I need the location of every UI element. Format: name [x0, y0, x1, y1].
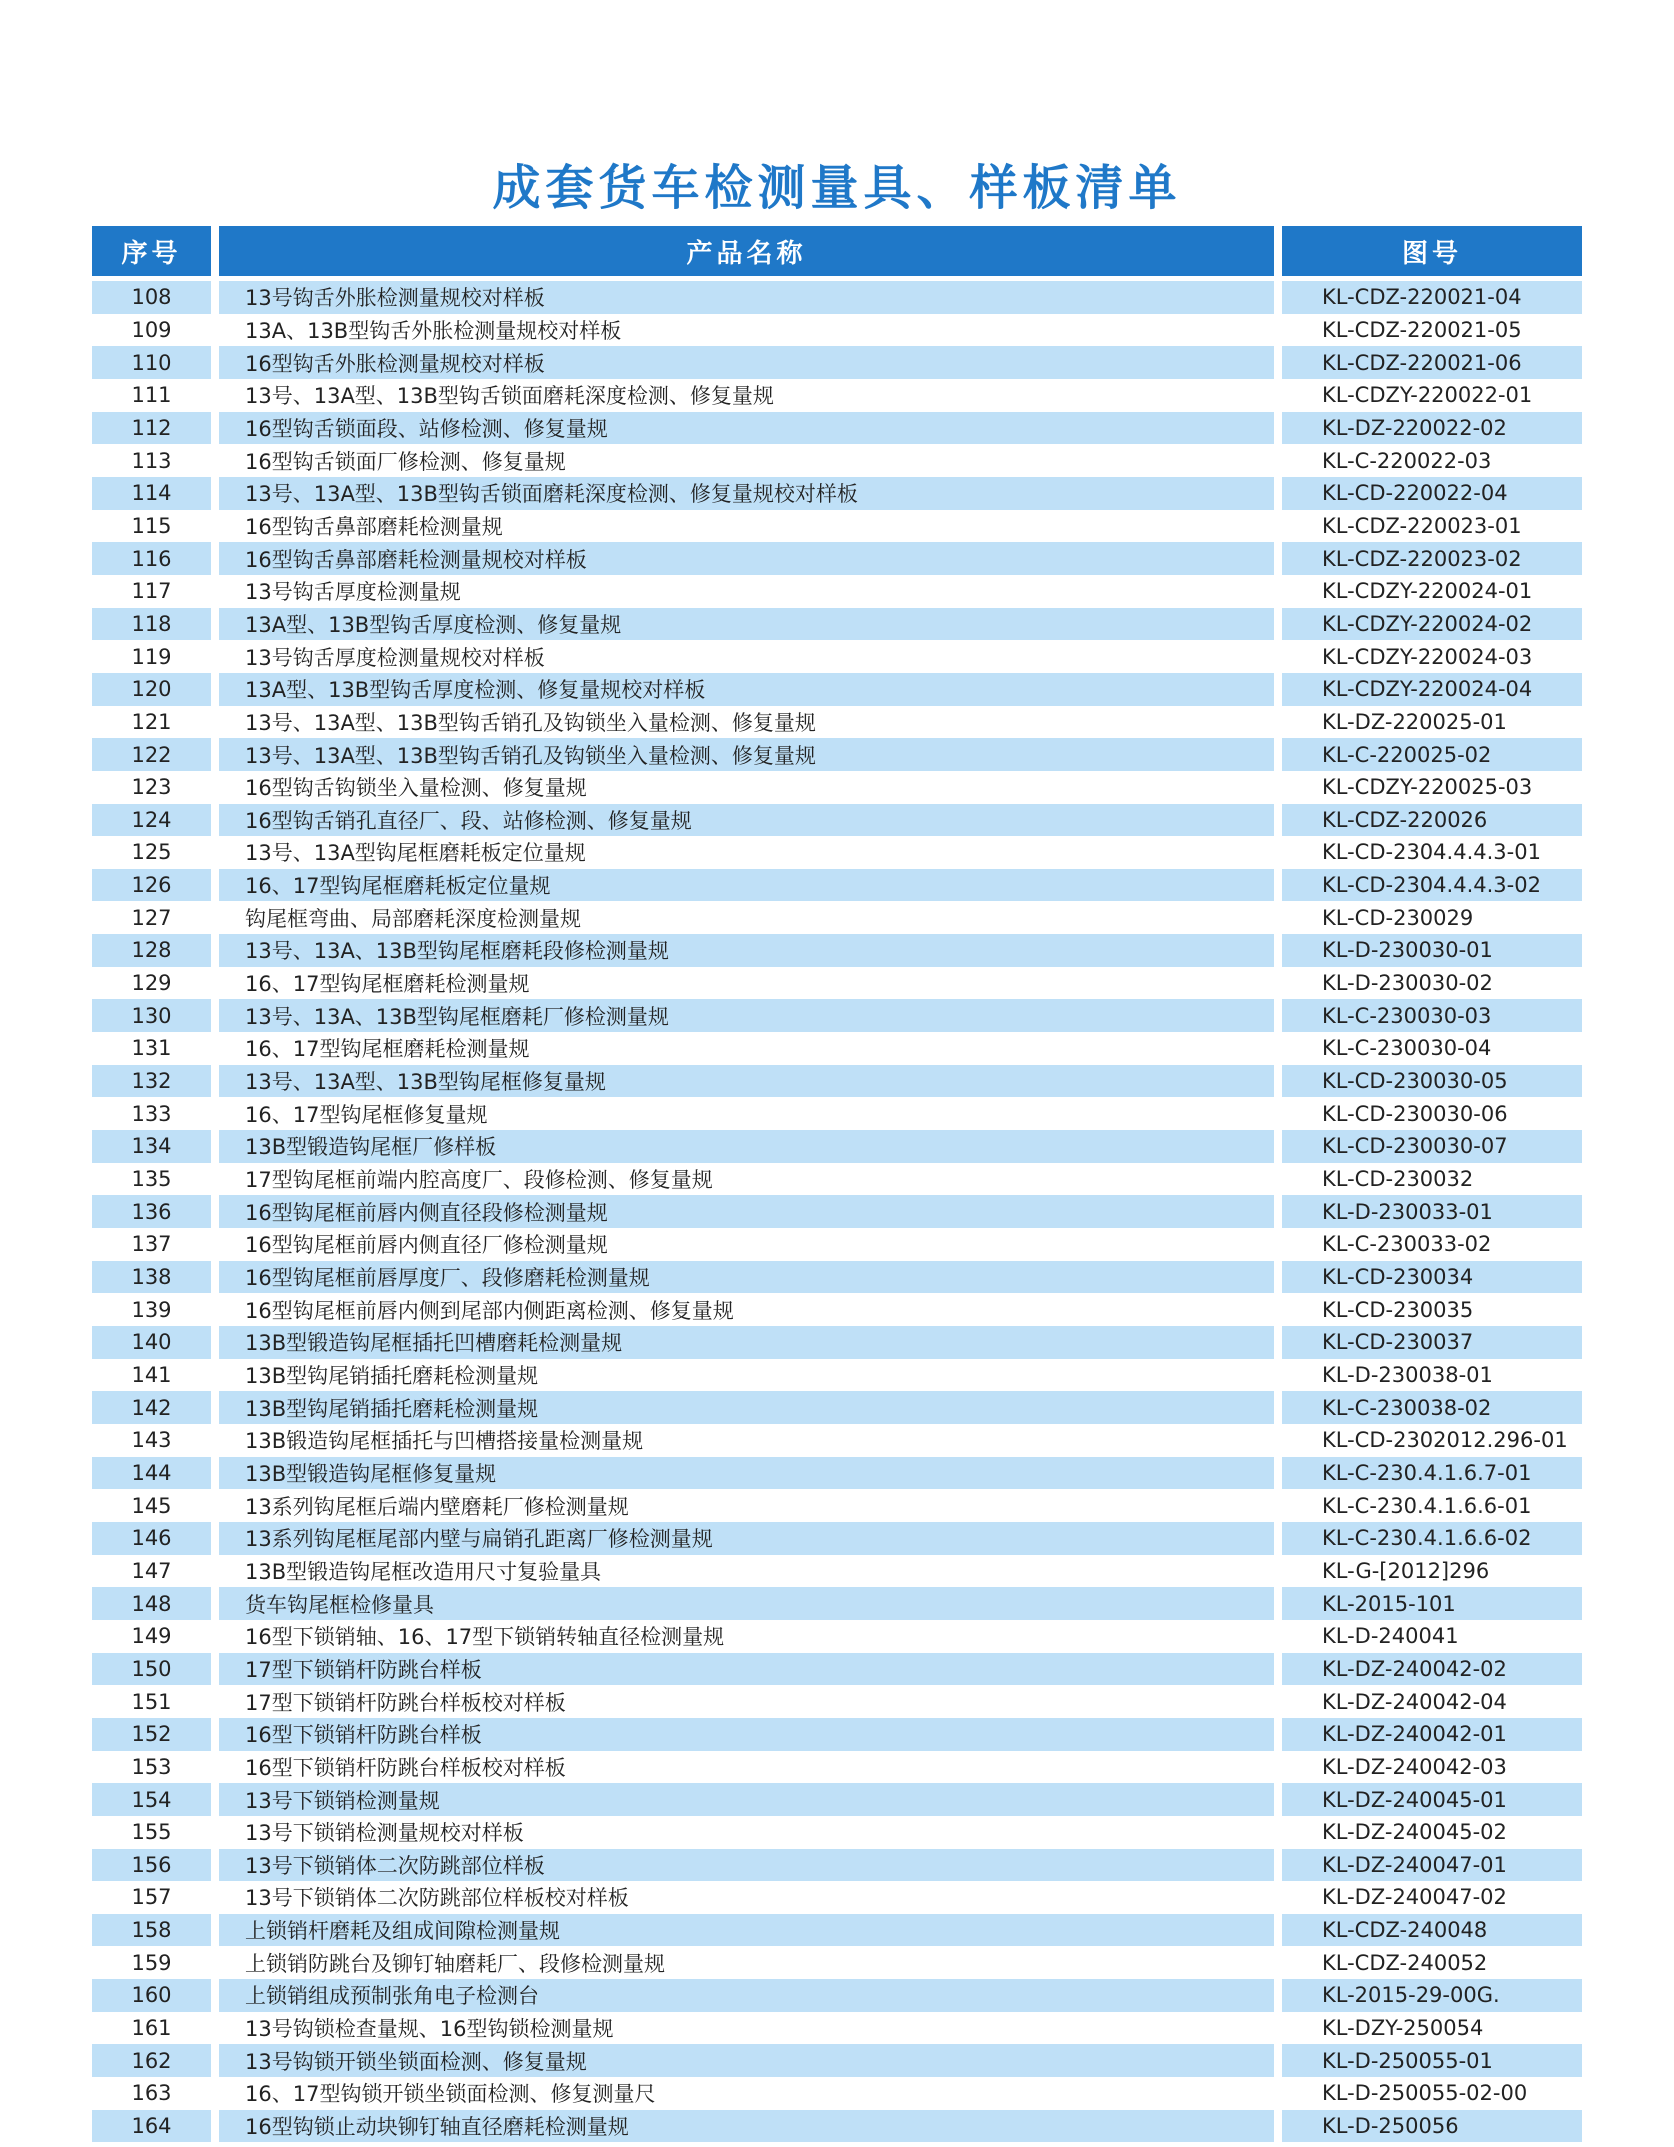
product-name-cell: 13B型钩尾销插托磨耗检测量规 — [219, 1391, 1274, 1424]
product-name-cell: 13A型、13B型钩舌厚度检测、修复量规 — [219, 608, 1274, 641]
serial-cell: 158 — [92, 1914, 211, 1947]
serial-cell: 140 — [92, 1326, 211, 1359]
product-name-cell: 13号、13A型钩尾框磨耗板定位量规 — [245, 841, 586, 866]
drawing-no-cell: KL-D-240041 — [1322, 1624, 1459, 1649]
serial-cell: 114 — [92, 477, 211, 510]
drawing-no-cell: KL-CDZY-220024-01 — [1322, 579, 1533, 604]
product-name-cell: 13号下锁销检测量规校对样板 — [245, 1821, 524, 1846]
product-name-cell: 13号钩舌外胀检测量规校对样板 — [219, 281, 1274, 314]
table-row — [92, 1751, 1582, 1784]
drawing-no-cell: KL-CDZY-220024-04 — [1282, 673, 1582, 706]
product-name-cell: 13系列钩尾框后端内壁磨耗厂修检测量规 — [245, 1494, 629, 1519]
serial-cell: 112 — [92, 412, 211, 445]
serial-cell: 159 — [131, 1950, 172, 1975]
table-row — [92, 967, 1582, 1000]
drawing-no-cell: KL-DZ-240042-04 — [1322, 1689, 1507, 1714]
drawing-no-cell: KL-CD-230034 — [1282, 1261, 1582, 1294]
table-row — [92, 1653, 1582, 1686]
table-row — [92, 1522, 1582, 1555]
table-row — [92, 314, 1582, 347]
drawing-no-cell: KL-C-230.4.1.6.7-01 — [1282, 1457, 1582, 1490]
drawing-no-cell: KL-CD-230035 — [1322, 1297, 1474, 1322]
serial-cell: 117 — [131, 579, 172, 604]
drawing-no-cell: KL-CDZ-220026 — [1282, 804, 1582, 837]
product-name-cell: 17型钩尾框前端内腔高度厂、段修检测、修复量规 — [245, 1168, 713, 1193]
header-drawing-no: 图号 — [1282, 226, 1582, 276]
product-name-cell: 16型下锁销轴、16、17型下锁销转轴直径检测量规 — [245, 1625, 725, 1650]
serial-cell: 143 — [131, 1428, 172, 1453]
drawing-no-cell: KL-DZ-240047-02 — [1322, 1885, 1507, 1910]
serial-cell: 150 — [92, 1653, 211, 1686]
table-row — [92, 1555, 1582, 1588]
product-name-cell: 16型钩舌鼻部磨耗检测量规 — [245, 514, 503, 539]
product-name-cell: 16型钩舌销孔直径厂、段、站修检测、修复量规 — [219, 804, 1274, 837]
table-row — [92, 1293, 1582, 1326]
product-name-cell: 13号、13A、13B型钩尾框磨耗厂修检测量规 — [219, 999, 1274, 1032]
product-name-cell: 13A、13B型钩舌外胀检测量规校对样板 — [245, 318, 622, 343]
serial-cell: 120 — [92, 673, 211, 706]
drawing-no-cell: KL-C-220022-03 — [1322, 448, 1492, 473]
table-row — [92, 901, 1582, 934]
drawing-no-cell: KL-DZ-240042-03 — [1322, 1754, 1507, 1779]
drawing-no-cell: KL-CDZ-220023-01 — [1322, 513, 1522, 538]
drawing-no-cell: KL-C-230030-04 — [1322, 1036, 1492, 1061]
serial-cell: 147 — [131, 1558, 172, 1583]
header-product-name: 产品名称 — [219, 226, 1274, 276]
drawing-no-cell: KL-D-250056 — [1282, 2110, 1582, 2143]
table-row — [92, 1163, 1582, 1196]
drawing-no-cell: KL-DZ-240042-01 — [1282, 1718, 1582, 1751]
table-row — [92, 2044, 1582, 2077]
drawing-no-cell: KL-D-230030-02 — [1322, 971, 1493, 996]
drawing-no-cell: KL-CD-220022-04 — [1282, 477, 1582, 510]
table-row — [92, 1718, 1582, 1751]
serial-cell: 139 — [131, 1297, 172, 1322]
product-name-cell: 16、17型钩尾框修复量规 — [245, 1102, 488, 1127]
table-row — [92, 1195, 1582, 1228]
product-name-cell: 13号钩舌厚度检测量规校对样板 — [245, 645, 545, 670]
product-name-cell: 13号钩锁检查量规、16型钩锁检测量规 — [245, 2017, 614, 2042]
table-row — [92, 771, 1582, 804]
serial-cell: 146 — [92, 1522, 211, 1555]
table-row — [92, 608, 1582, 641]
serial-cell: 115 — [131, 513, 172, 538]
table-row — [92, 804, 1582, 837]
table-row — [92, 836, 1582, 869]
serial-cell: 162 — [92, 2044, 211, 2077]
serial-cell: 111 — [131, 383, 172, 408]
drawing-no-cell: KL-C-230.4.1.6.6-01 — [1322, 1493, 1532, 1518]
drawing-no-cell: KL-D-230030-01 — [1282, 934, 1582, 967]
table-header — [92, 226, 1582, 276]
table-row — [92, 1326, 1582, 1359]
serial-cell: 154 — [92, 1783, 211, 1816]
drawing-no-cell: KL-DZ-240045-01 — [1282, 1783, 1582, 1816]
serial-cell: 160 — [92, 1979, 211, 2012]
product-name-cell: 13B型锻造钩尾框修复量规 — [219, 1457, 1274, 1490]
drawing-no-cell: KL-CDZ-240048 — [1282, 1914, 1582, 1947]
table-row — [92, 1587, 1582, 1620]
product-name-cell: 13B型锻造钩尾框改造用尺寸复验量具 — [245, 1559, 602, 1584]
product-name-cell: 16、17型钩尾框磨耗板定位量规 — [219, 869, 1274, 902]
product-name-cell: 16型钩尾框前唇内侧直径段修检测量规 — [219, 1195, 1274, 1228]
serial-cell: 132 — [92, 1065, 211, 1098]
table-row — [92, 379, 1582, 412]
table-row — [92, 1261, 1582, 1294]
serial-cell: 157 — [131, 1885, 172, 1910]
table-row — [92, 2110, 1582, 2143]
drawing-no-cell: KL-DZY-250054 — [1322, 2016, 1484, 2041]
drawing-no-cell: KL-2015-29-00G. — [1282, 1979, 1582, 2012]
drawing-no-cell: KL-CD-230037 — [1282, 1326, 1582, 1359]
table-row — [92, 999, 1582, 1032]
product-name-cell: 上锁销防跳台及铆钉轴磨耗厂、段修检测量规 — [245, 1951, 665, 1976]
product-name-cell: 上锁销杆磨耗及组成间隙检测量规 — [219, 1914, 1274, 1947]
drawing-no-cell: KL-DZ-240047-01 — [1282, 1849, 1582, 1882]
product-name-cell: 13号、13A型、13B型钩舌锁面磨耗深度检测、修复量规校对样板 — [219, 477, 1274, 510]
serial-cell: 121 — [131, 709, 172, 734]
product-name-cell: 17型下锁销杆防跳台样板校对样板 — [245, 1690, 566, 1715]
product-name-cell: 13号下锁销体二次防跳部位样板校对样板 — [245, 1886, 629, 1911]
table-row — [92, 1065, 1582, 1098]
table-row — [92, 1914, 1582, 1947]
drawing-no-cell: KL-DZ-240042-02 — [1282, 1653, 1582, 1686]
product-name-cell: 13号钩锁开锁坐锁面检测、修复量规 — [219, 2044, 1274, 2077]
table-row — [92, 2012, 1582, 2045]
serial-cell: 125 — [131, 840, 172, 865]
table-row — [92, 1620, 1582, 1653]
table-row — [92, 1783, 1582, 1816]
table-row — [92, 706, 1582, 739]
drawing-no-cell: KL-DZ-240045-02 — [1322, 1820, 1507, 1845]
serial-cell: 145 — [131, 1493, 172, 1518]
serial-cell: 118 — [92, 608, 211, 641]
table-row — [92, 1130, 1582, 1163]
serial-cell: 127 — [131, 905, 172, 930]
table-row — [92, 1979, 1582, 2012]
drawing-no-cell: KL-C-230.4.1.6.6-02 — [1282, 1522, 1582, 1555]
serial-cell: 151 — [131, 1689, 172, 1714]
drawing-no-cell: KL-C-220025-02 — [1282, 738, 1582, 771]
table-row — [92, 346, 1582, 379]
drawing-no-cell: KL-CDZ-240052 — [1322, 1950, 1488, 1975]
product-name-cell: 13号、13A型、13B型钩舌销孔及钩锁坐入量检测、修复量规 — [219, 738, 1274, 771]
drawing-no-cell: KL-D-250055-01 — [1282, 2044, 1582, 2077]
drawing-no-cell: KL-CDZY-220024-02 — [1282, 608, 1582, 641]
serial-cell: 144 — [92, 1457, 211, 1490]
product-name-cell: 13系列钩尾框尾部内壁与扁销孔距离厂修检测量规 — [219, 1522, 1274, 1555]
table-row — [92, 2077, 1582, 2110]
table-row — [92, 1228, 1582, 1261]
table-row — [92, 673, 1582, 706]
table-row — [92, 510, 1582, 543]
drawing-no-cell: KL-G-[2012]296 — [1322, 1558, 1490, 1583]
product-name-cell: 16型钩舌外胀检测量规校对样板 — [219, 346, 1274, 379]
serial-cell: 131 — [131, 1036, 172, 1061]
product-name-cell: 16型钩尾框前唇内侧到尾部内侧距离检测、修复量规 — [245, 1298, 734, 1323]
serial-cell: 129 — [131, 971, 172, 996]
drawing-no-cell: KL-DZ-220025-01 — [1322, 709, 1507, 734]
table-row — [92, 1489, 1582, 1522]
product-name-cell: 13号下锁销检测量规 — [219, 1783, 1274, 1816]
product-name-cell: 13A型、13B型钩舌厚度检测、修复量规校对样板 — [219, 673, 1274, 706]
table-row — [92, 869, 1582, 902]
table-row — [92, 444, 1582, 477]
serial-cell: 109 — [131, 317, 172, 342]
product-name-cell: 16型钩锁止动块铆钉轴直径磨耗检测量规 — [219, 2110, 1274, 2143]
drawing-no-cell: KL-CD-230029 — [1322, 905, 1474, 930]
table-row — [92, 412, 1582, 445]
table-row — [92, 640, 1582, 673]
drawing-no-cell: KL-CDZY-220022-01 — [1322, 383, 1533, 408]
product-name-cell: 16、17型钩锁开锁坐锁面检测、修复测量尺 — [245, 2082, 656, 2107]
table-row — [92, 1391, 1582, 1424]
product-name-cell: 16型钩舌锁面段、站修检测、修复量规 — [219, 412, 1274, 445]
drawing-no-cell: KL-D-230038-01 — [1322, 1362, 1493, 1387]
serial-cell: 142 — [92, 1391, 211, 1424]
product-name-cell: 16、17型钩尾框磨耗检测量规 — [245, 972, 530, 997]
product-name-cell: 13号下锁销体二次防跳部位样板 — [219, 1849, 1274, 1882]
table-row — [92, 575, 1582, 608]
product-name-cell: 上锁销组成预制张角电子检测台 — [219, 1979, 1274, 2012]
serial-cell: 153 — [131, 1754, 172, 1779]
product-name-cell: 16型下锁销杆防跳台样板 — [219, 1718, 1274, 1751]
product-name-cell: 13号钩舌厚度检测量规 — [245, 580, 461, 605]
table-row — [92, 1032, 1582, 1065]
serial-cell: 148 — [92, 1587, 211, 1620]
table-row — [92, 281, 1582, 314]
product-name-cell: 16型钩尾框前唇内侧直径厂修检测量规 — [245, 1233, 608, 1258]
product-name-cell: 13B型锻造钩尾框插托凹槽磨耗检测量规 — [219, 1326, 1274, 1359]
serial-cell: 138 — [92, 1261, 211, 1294]
table-row — [92, 934, 1582, 967]
table-row — [92, 477, 1582, 510]
table-row — [92, 738, 1582, 771]
serial-cell: 113 — [131, 448, 172, 473]
serial-cell: 135 — [131, 1167, 172, 1192]
serial-cell: 108 — [92, 281, 211, 314]
serial-cell: 128 — [92, 934, 211, 967]
drawing-no-cell: KL-C-230030-03 — [1282, 999, 1582, 1032]
serial-cell: 136 — [92, 1195, 211, 1228]
header-serial: 序号 — [92, 226, 211, 276]
drawing-no-cell: KL-CDZ-220021-06 — [1282, 346, 1582, 379]
product-name-cell: 13号、13A型、13B型钩尾框修复量规 — [219, 1065, 1274, 1098]
serial-cell: 149 — [131, 1624, 172, 1649]
drawing-no-cell: KL-C-230033-02 — [1322, 1232, 1492, 1257]
serial-cell: 123 — [131, 775, 172, 800]
serial-cell: 122 — [92, 738, 211, 771]
table-row — [92, 1849, 1582, 1882]
product-name-cell: 13B型锻造钩尾框厂修样板 — [219, 1130, 1274, 1163]
drawing-no-cell: KL-CD-230030-05 — [1282, 1065, 1582, 1098]
drawing-no-cell: KL-CDZ-220021-04 — [1282, 281, 1582, 314]
product-name-cell: 17型下锁销杆防跳台样板 — [219, 1653, 1274, 1686]
drawing-no-cell: KL-C-230038-02 — [1282, 1391, 1582, 1424]
serial-cell: 133 — [131, 1101, 172, 1126]
table-row — [92, 1424, 1582, 1457]
serial-cell: 124 — [92, 804, 211, 837]
serial-cell: 156 — [92, 1849, 211, 1882]
serial-cell: 134 — [92, 1130, 211, 1163]
product-name-cell: 13号、13A、13B型钩尾框磨耗段修检测量规 — [219, 934, 1274, 967]
drawing-no-cell: KL-D-250055-02-00 — [1322, 2081, 1528, 2106]
serial-cell: 119 — [131, 644, 172, 669]
product-name-cell: 16、17型钩尾框磨耗检测量规 — [245, 1037, 530, 1062]
drawing-no-cell: KL-CD-2304.4.4.3-01 — [1322, 840, 1541, 865]
page-title: 成套货车检测量具、样板清单 — [492, 160, 1182, 216]
drawing-no-cell: KL-CD-230032 — [1322, 1167, 1474, 1192]
serial-cell: 130 — [92, 999, 211, 1032]
table-row — [92, 1816, 1582, 1849]
product-name-cell: 13B锻造钩尾框插托与凹槽搭接量检测量规 — [245, 1429, 644, 1454]
product-name-cell: 13B型钩尾销插托磨耗检测量规 — [245, 1363, 539, 1388]
serial-cell: 155 — [131, 1820, 172, 1845]
drawing-no-cell: KL-CD-230030-06 — [1322, 1101, 1508, 1126]
drawing-no-cell: KL-CDZY-220024-03 — [1322, 644, 1533, 669]
table-row — [92, 1946, 1582, 1979]
drawing-no-cell: KL-2015-101 — [1282, 1587, 1582, 1620]
drawing-no-cell: KL-CDZ-220023-02 — [1282, 542, 1582, 575]
product-name-cell: 钩尾框弯曲、局部磨耗深度检测量规 — [245, 906, 581, 931]
serial-cell: 152 — [92, 1718, 211, 1751]
serial-cell: 164 — [92, 2110, 211, 2143]
serial-cell: 141 — [131, 1362, 172, 1387]
drawing-no-cell: KL-CDZY-220025-03 — [1322, 775, 1533, 800]
table-row — [92, 542, 1582, 575]
drawing-no-cell: KL-CDZ-220021-05 — [1322, 317, 1522, 342]
table-row — [92, 1685, 1582, 1718]
table-row — [92, 1097, 1582, 1130]
serial-cell: 126 — [92, 869, 211, 902]
product-name-cell: 13号、13A型、13B型钩舌锁面磨耗深度检测、修复量规 — [245, 384, 774, 409]
product-name-cell: 16型钩舌钩锁坐入量检测、修复量规 — [245, 776, 587, 801]
drawing-no-cell: KL-CD-2302012.296-01 — [1322, 1428, 1568, 1453]
serial-cell: 137 — [131, 1232, 172, 1257]
product-table — [92, 226, 1582, 2142]
drawing-no-cell: KL-CD-2304.4.4.3-02 — [1282, 869, 1582, 902]
serial-cell: 163 — [131, 2081, 172, 2106]
drawing-no-cell: KL-DZ-220022-02 — [1282, 412, 1582, 445]
drawing-no-cell: KL-CD-230030-07 — [1282, 1130, 1582, 1163]
drawing-no-cell: KL-D-230033-01 — [1282, 1195, 1582, 1228]
table-row — [92, 1881, 1582, 1914]
product-name-cell: 16型钩舌鼻部磨耗检测量规校对样板 — [219, 542, 1274, 575]
product-name-cell: 货车钩尾框检修量具 — [219, 1587, 1274, 1620]
serial-cell: 116 — [92, 542, 211, 575]
product-name-cell: 16型钩舌锁面厂修检测、修复量规 — [245, 449, 566, 474]
product-name-cell: 16型下锁销杆防跳台样板校对样板 — [245, 1755, 566, 1780]
product-name-cell: 16型钩尾框前唇厚度厂、段修磨耗检测量规 — [219, 1261, 1274, 1294]
table-row — [92, 1359, 1582, 1392]
serial-cell: 110 — [92, 346, 211, 379]
table-body — [92, 281, 1582, 2142]
product-name-cell: 13号、13A型、13B型钩舌销孔及钩锁坐入量检测、修复量规 — [245, 710, 816, 735]
serial-cell: 161 — [131, 2016, 172, 2041]
table-row — [92, 1457, 1582, 1490]
